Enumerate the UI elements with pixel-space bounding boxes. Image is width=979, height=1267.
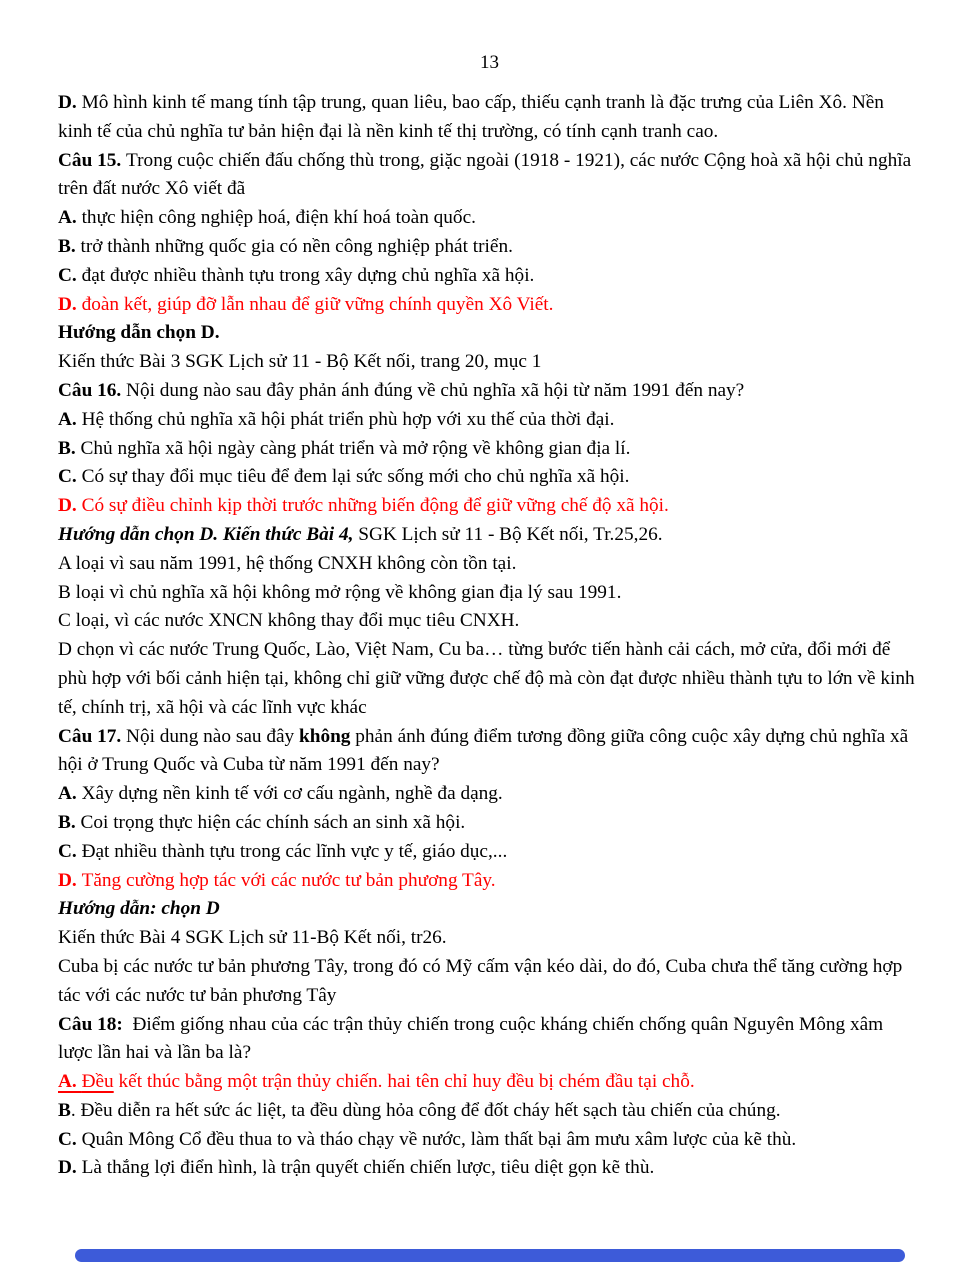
text-segment: C.: [58, 1128, 82, 1150]
question-18-stem: [58, 1011, 922, 1069]
text-segment: kết thúc bằng một trận thủy chiến. hai tên chỉ huy đều bị chém đầu tại chỗ.: [113, 1071, 695, 1093]
text-segment: Trong cuộc chiến đấu chống thù trong, giặc ngoài (1918 - 1921), các nước Cộng hoà xã hội chủ nghĩa trên đất nước Xô viết đã: [58, 149, 916, 200]
text-segment: B.: [58, 437, 81, 459]
question-17-reference: [58, 924, 922, 953]
text-segment: D.: [58, 1157, 82, 1179]
question-17-option-d-correct: [58, 867, 922, 896]
text-segment: A loại vì sau năm 1991, hệ thống CNXH không còn tồn tại.: [58, 552, 517, 574]
text-segment: SGK Lịch sử 11 - Bộ Kết nối, Tr.25,26.: [358, 523, 663, 545]
text-segment: Kiến thức Bài 4 SGK Lịch sử 11-Bộ Kết nối, tr26.: [58, 927, 447, 949]
text-segment: Nội dung nào sau đây: [126, 725, 299, 747]
question-15-option-d-correct: [58, 291, 922, 320]
question-16-option-a: [58, 406, 922, 435]
question-16-guide: [58, 521, 922, 550]
text-segment: Có sự thay đổi mục tiêu để đem lại sức sống mới cho chủ nghĩa xã hội.: [81, 466, 630, 488]
text-segment: Coi trọng thực hiện các chính sách an sinh xã hội.: [80, 811, 466, 833]
text-segment: A.: [58, 1071, 82, 1093]
question-15-option-b: [58, 233, 922, 262]
question-16-analysis-a: [58, 550, 922, 579]
question-16-analysis-d: [58, 636, 922, 722]
text-segment: đạt được nhiều thành tựu trong xây dựng chủ nghĩa xã hội.: [81, 264, 535, 286]
text-segment: Hướng dẫn: chọn D: [58, 898, 220, 920]
text-segment: B.: [58, 235, 81, 257]
question-15-guide: [58, 319, 922, 348]
text-segment: C.: [58, 264, 82, 286]
question-17-stem: [58, 723, 922, 781]
text-segment: D chọn vì các nước Trung Quốc, Lào, Việt Nam, Cu ba… từng bước tiến hành cải cách, mở cửa, đổi mới để phù hợp với bối cảnh hiện tại, không chỉ giữ vững được chế độ mà còn đạt được nhiều thành tựu to lớn về kinh tế, chính trị, xã hội và các lĩnh vực khác: [58, 639, 920, 718]
text-segment: đoàn kết, giúp đỡ lẫn nhau để giữ vững chính quyền Xô Viết.: [81, 293, 554, 315]
question-15-reference: [58, 348, 922, 377]
question-17-guide: [58, 895, 922, 924]
question-16-analysis-c: [58, 607, 922, 636]
question-16-option-b: [58, 435, 922, 464]
text-segment: Câu 15.: [58, 149, 127, 171]
question-15-option-a: [58, 204, 922, 233]
question-16-option-c: [58, 463, 922, 492]
text-segment: D.: [58, 495, 82, 517]
text-segment: D.: [58, 92, 82, 113]
text-segment: Câu 18:: [58, 1013, 128, 1035]
text-segment: Mô hình kinh tế mang tính tập trung, quan liêu, bao cấp, thiếu cạnh tranh là đặc trưng của Liên Xô. Nền kinh tế của chủ nghĩa tư bản hiện đại là nền kinh tế thị trường, có tính cạnh tranh cao.: [58, 92, 889, 142]
text-segment: Quân Mông Cổ đều thua to và tháo chạy về nước, làm thất bại âm mưu xâm lược của kẽ thù.: [81, 1128, 797, 1150]
text-segment: Tăng cường hợp tác với các nước tư bản phương Tây.: [81, 869, 496, 891]
text-segment: Hướng dẫn chọn D. Kiến thức Bài 4,: [58, 523, 359, 545]
text-segment: C loại, vì các nước XNCN không thay đổi mục tiêu CNXH.: [58, 610, 520, 632]
question-18-option-b: [58, 1097, 922, 1126]
explanation-option-d: [58, 89, 922, 147]
text-segment: C.: [58, 466, 82, 488]
text-segment: D.: [58, 869, 82, 891]
text-segment: Là thắng lợi điển hình, là trận quyết chiến chiến lược, tiêu diệt gọn kẽ thù.: [81, 1157, 655, 1179]
question-15-stem: [58, 147, 922, 205]
text-segment: thực hiện công nghiệp hoá, điện khí hoá toàn quốc.: [81, 207, 476, 229]
page-number: 13: [480, 52, 499, 73]
question-16-option-d-correct: [58, 492, 922, 521]
text-segment: Đạt nhiều thành tựu trong các lĩnh vực y tế, giáo dục,...: [81, 840, 508, 862]
text-segment: phản ánh đúng điểm tương đồng giữa công cuộc xây dựng chủ nghĩa xã hội ở Trung Quốc và Cuba từ năm 1991 đến nay?: [58, 725, 914, 776]
question-15-option-c: [58, 262, 922, 291]
text-segment: B.: [58, 811, 81, 833]
question-17-option-c: [58, 838, 922, 867]
question-18-option-a-correct: [58, 1068, 922, 1097]
document-content: [0, 74, 979, 1183]
text-segment: B: [58, 1099, 71, 1121]
question-16-analysis-b: [58, 579, 922, 608]
text-segment: Xây dựng nền kinh tế với cơ cấu ngành, nghề đa dạng.: [81, 783, 503, 805]
text-segment: Hệ thống chủ nghĩa xã hội phát triển phù hợp với xu thế của thời đại.: [81, 408, 615, 430]
question-16-stem: [58, 377, 922, 406]
text-segment: Chủ nghĩa xã hội ngày càng phát triển và mở rộng về không gian địa lí.: [80, 437, 631, 459]
text-segment: Điểm giống nhau của các trận thủy chiến trong cuộc kháng chiến chống quân Nguyên Mông xâm lược lần hai và lần ba là?: [58, 1013, 888, 1064]
text-segment: B loại vì chủ nghĩa xã hội không mở rộng về không gian địa lý sau 1991.: [58, 581, 622, 603]
text-segment: Câu 16.: [58, 379, 127, 401]
text-segment: Có sự điều chỉnh kịp thời trước những biến động để giữ vững chế độ xã hội.: [81, 495, 669, 517]
text-segment: . Đều diễn ra hết sức ác liệt, ta đều dùng hỏa công để đốt cháy hết sạch tàu chiến của chúng.: [70, 1099, 781, 1121]
question-17-explanation: [58, 953, 922, 1011]
question-17-option-a: [58, 780, 922, 809]
text-segment: C.: [58, 840, 82, 862]
horizontal-scrollbar-thumb[interactable]: [75, 1249, 905, 1262]
text-segment: trở thành những quốc gia có nền công nghiệp phát triển.: [80, 235, 513, 257]
question-18-option-d: [58, 1154, 922, 1183]
text-segment: Đều: [81, 1071, 114, 1093]
text-segment: Cuba bị các nước tư bản phương Tây, trong đó có Mỹ cấm vận kéo dài, do đó, Cuba chưa thể tăng cường hợp tác với các nước tư bản phương Tây: [58, 955, 908, 1006]
text-segment: A.: [58, 207, 82, 229]
question-17-option-b: [58, 809, 922, 838]
text-segment: Kiến thức Bài 3 SGK Lịch sử 11 - Bộ Kết nối, trang 20, mục 1: [58, 351, 542, 373]
text-segment: Hướng dẫn chọn D.: [58, 322, 220, 344]
text-segment: A.: [58, 783, 82, 805]
text-segment: Câu 17.: [58, 725, 127, 747]
text-segment: A.: [58, 408, 82, 430]
text-segment: D.: [58, 293, 82, 315]
question-18-option-c: [58, 1126, 922, 1155]
text-segment: Nội dung nào sau đây phản ánh đúng về chủ nghĩa xã hội từ năm 1991 đến nay?: [126, 379, 745, 401]
text-segment: không: [299, 725, 351, 747]
